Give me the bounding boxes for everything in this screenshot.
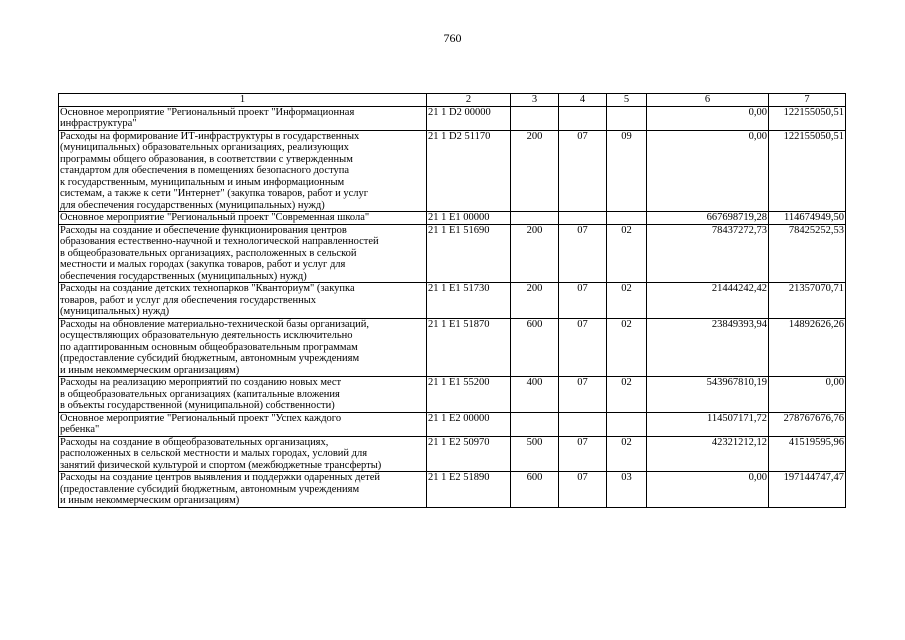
row-section-cell — [559, 412, 607, 436]
row-section-cell: 07 — [559, 224, 607, 283]
row-name-text: Расходы на обновление материально-технической базы организаций, осуществляющих образовательную деятельность исключительно по адаптированным основным общеобразовательным программам (предоставление субсидий бюджетным, автономным учреждениям и иным некоммерческим организациям) — [60, 318, 370, 376]
row-amount-col7-cell: 122155050,51 — [769, 106, 846, 130]
row-section-cell — [559, 212, 607, 225]
row-code-cell: 21 1 D2 51170 — [427, 130, 511, 212]
table-row — [59, 283, 846, 319]
row-amount-col6-cell: 42321212,12 — [647, 436, 769, 472]
row-code-cell: 21 1 E2 50970 — [427, 436, 511, 472]
row-name-text: Расходы на создание и обеспечение функционирования центров образования естественно-научной и технологической направленностей в общеобразовательных организациях, расположенных в сельской местности и малых городах (закупка товаров, работ и услуг для обеспечения государственных (муниципальных) нужд) — [60, 224, 379, 282]
table-header-row — [59, 94, 846, 107]
row-amount-col7-cell: 14892626,26 — [769, 318, 846, 377]
row-section-cell — [559, 106, 607, 130]
row-name-cell — [59, 106, 427, 130]
row-code-cell: 21 1 E1 51730 — [427, 283, 511, 319]
row-expense-type-cell: 200 — [511, 283, 559, 319]
row-code-cell: 21 1 E2 51890 — [427, 472, 511, 508]
row-subsection-cell: 02 — [607, 224, 647, 283]
row-name-text: Расходы на создание центров выявления и поддержки одаренных детей (предоставление субсидий бюджетным, автономным учреждениям и иным некоммерческим организациям) — [60, 472, 380, 506]
row-amount-col7-cell: 278767676,76 — [769, 412, 846, 436]
row-subsection-cell: 03 — [607, 472, 647, 508]
table-row — [59, 472, 846, 508]
row-name-cell — [59, 377, 427, 413]
row-code-cell: 21 1 E1 51690 — [427, 224, 511, 283]
row-section-cell: 07 — [559, 436, 607, 472]
row-amount-col6-cell: 23849393,94 — [647, 318, 769, 377]
row-name-text: Расходы на реализацию мероприятий по созданию новых мест в общеобразовательных организациях (капитальные вложения в объекты государственной (муниципальной) собственности) — [60, 377, 342, 411]
row-amount-col6-cell: 667698719,28 — [647, 212, 769, 225]
row-subsection-cell — [607, 412, 647, 436]
table-row — [59, 318, 846, 377]
row-section-cell: 07 — [559, 377, 607, 413]
row-name-cell — [59, 412, 427, 436]
column-header: 5 — [607, 94, 647, 107]
row-code-cell: 21 1 E1 55200 — [427, 377, 511, 413]
row-name-cell — [59, 130, 427, 212]
row-name-text: Расходы на формирование ИТ-инфраструктуры в государственных (муниципальных) образовательных организациях, реализующих программы общего образования, в соответствии с утвержденным стандартом для обеспечения в помещениях безопасного доступа к государственным, муниципальным и иным информационным системам, а также к сети "Интернет" (закупка товаров, работ и услуг для обеспечения государственных (муниципальных) нужд) — [60, 130, 369, 211]
table-row — [59, 212, 846, 225]
table-row — [59, 106, 846, 130]
row-name-text: Основное мероприятие "Региональный проект "Информационная инфраструктура" — [60, 106, 355, 129]
row-expense-type-cell — [511, 106, 559, 130]
column-header: 4 — [559, 94, 607, 107]
table-row — [59, 377, 846, 413]
row-name-cell — [59, 224, 427, 283]
row-name-text: Основное мероприятие "Региональный проект "Современная школа" — [60, 212, 370, 223]
row-amount-col7-cell: 21357070,71 — [769, 283, 846, 319]
budget-table — [58, 93, 846, 508]
row-amount-col6-cell: 543967810,19 — [647, 377, 769, 413]
page-number: 760 — [443, 31, 462, 45]
row-subsection-cell — [607, 212, 647, 225]
column-header: 3 — [511, 94, 559, 107]
row-subsection-cell: 02 — [607, 436, 647, 472]
row-expense-type-cell — [511, 212, 559, 225]
column-header: 1 — [59, 94, 427, 107]
row-subsection-cell: 09 — [607, 130, 647, 212]
row-expense-type-cell — [511, 412, 559, 436]
row-amount-col6-cell: 0,00 — [647, 130, 769, 212]
row-amount-col6-cell: 0,00 — [647, 472, 769, 508]
row-expense-type-cell: 500 — [511, 436, 559, 472]
table-row — [59, 412, 846, 436]
table-body — [59, 106, 846, 507]
row-expense-type-cell: 200 — [511, 224, 559, 283]
row-section-cell: 07 — [559, 283, 607, 319]
row-subsection-cell: 02 — [607, 377, 647, 413]
row-code-cell: 21 1 E1 00000 — [427, 212, 511, 225]
row-subsection-cell — [607, 106, 647, 130]
column-header: 7 — [769, 94, 846, 107]
row-amount-col7-cell: 114674949,50 — [769, 212, 846, 225]
row-name-text: Расходы на создание в общеобразовательных организациях, расположенных в сельской местности и малых городах, условий для занятий физической культурой и спортом (межбюджетные трансферты) — [60, 436, 382, 471]
row-amount-col7-cell: 78425252,53 — [769, 224, 846, 283]
row-code-cell: 21 1 E1 51870 — [427, 318, 511, 377]
row-name-text: Расходы на создание детских технопарков "Кванториум" (закупка товаров, работ и услуг для обеспечения государственных (муниципальных) нужд) — [60, 283, 355, 317]
row-expense-type-cell: 400 — [511, 377, 559, 413]
row-amount-col7-cell: 197144747,47 — [769, 472, 846, 508]
row-subsection-cell: 02 — [607, 283, 647, 319]
table-row — [59, 224, 846, 283]
table-row — [59, 436, 846, 472]
column-header: 6 — [647, 94, 769, 107]
row-section-cell: 07 — [559, 472, 607, 508]
row-amount-col6-cell: 78437272,73 — [647, 224, 769, 283]
row-expense-type-cell: 200 — [511, 130, 559, 212]
row-name-cell — [59, 212, 427, 225]
row-amount-col6-cell: 21444242,42 — [647, 283, 769, 319]
column-header: 2 — [427, 94, 511, 107]
row-name-text: Основное мероприятие "Региональный проект "Успех каждого ребенка" — [60, 412, 342, 435]
row-amount-col6-cell: 0,00 — [647, 106, 769, 130]
row-name-cell — [59, 436, 427, 472]
row-expense-type-cell: 600 — [511, 472, 559, 508]
row-section-cell: 07 — [559, 318, 607, 377]
row-amount-col7-cell: 41519595,96 — [769, 436, 846, 472]
row-subsection-cell: 02 — [607, 318, 647, 377]
row-amount-col7-cell: 0,00 — [769, 377, 846, 413]
row-amount-col6-cell: 114507171,72 — [647, 412, 769, 436]
row-code-cell: 21 1 E2 00000 — [427, 412, 511, 436]
row-amount-col7-cell: 122155050,51 — [769, 130, 846, 212]
row-section-cell: 07 — [559, 130, 607, 212]
table-row — [59, 130, 846, 212]
row-code-cell: 21 1 D2 00000 — [427, 106, 511, 130]
row-name-cell — [59, 318, 427, 377]
row-name-cell — [59, 283, 427, 319]
row-expense-type-cell: 600 — [511, 318, 559, 377]
row-name-cell — [59, 472, 427, 508]
